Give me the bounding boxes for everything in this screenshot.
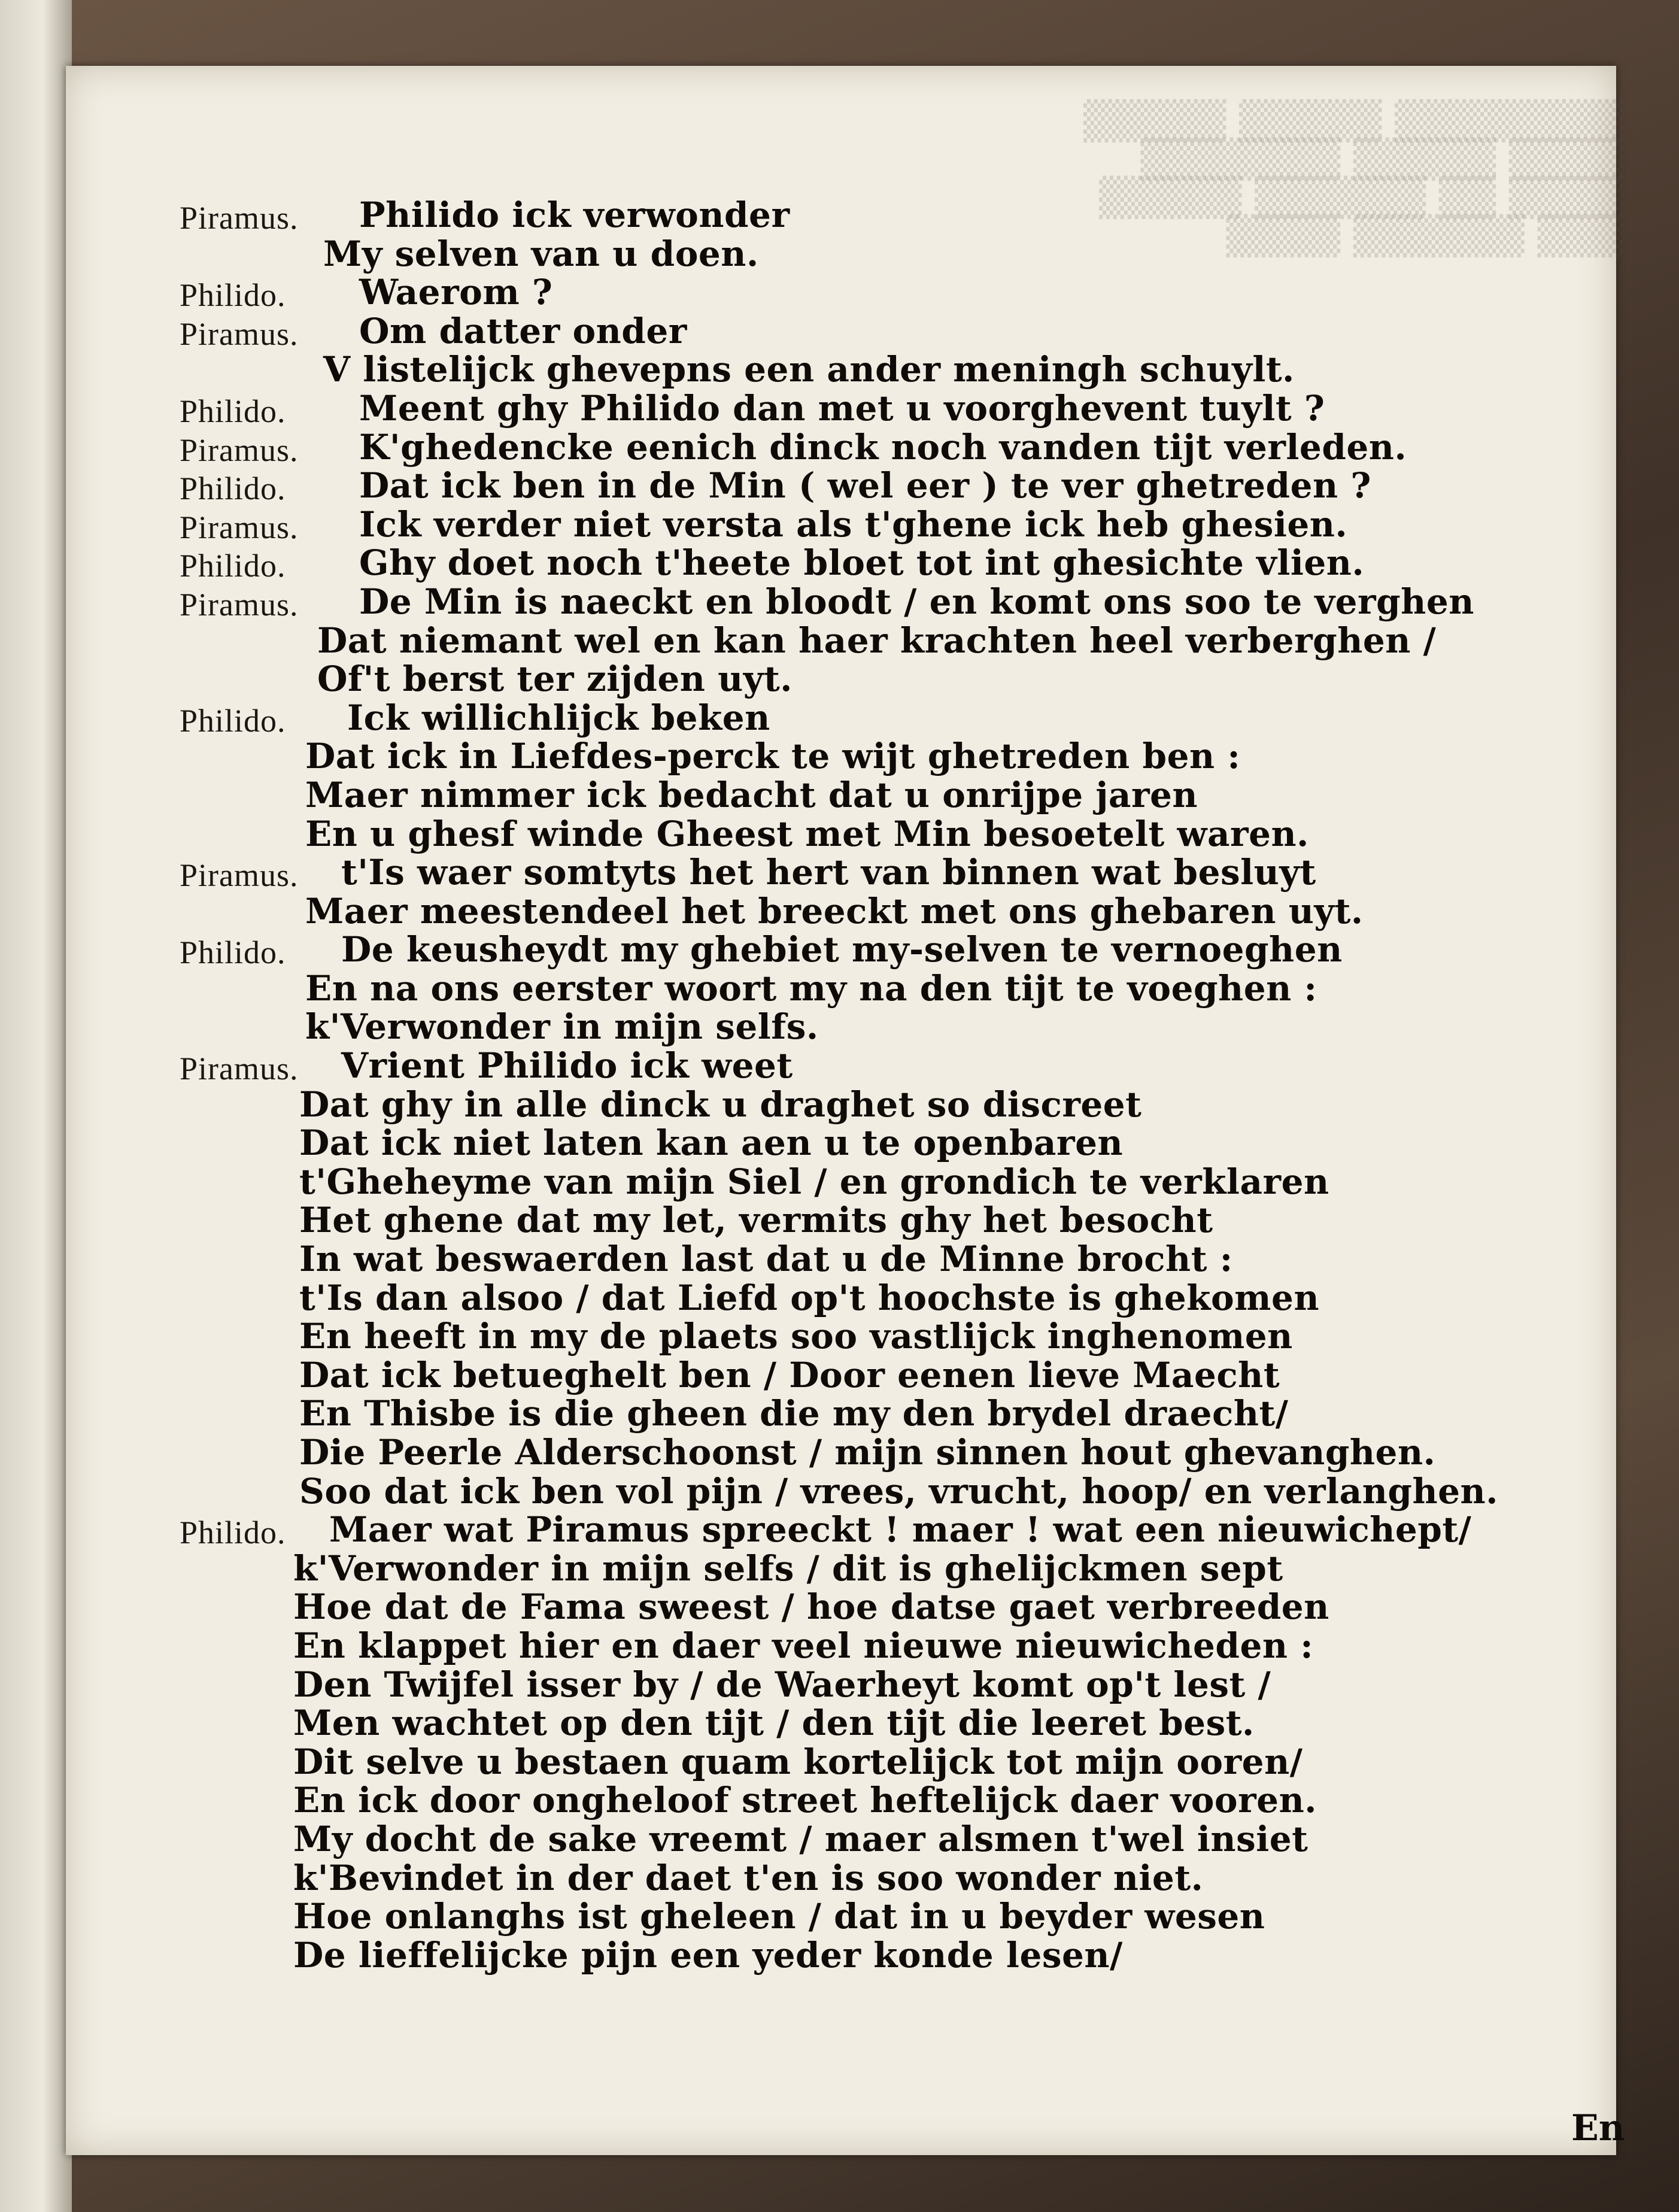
verse-line [180, 1935, 1616, 1974]
verse-text: Dat ghy in alle dinck u draghet so discreet [299, 1084, 1142, 1125]
verse-line [180, 581, 1616, 623]
verse-text: En klappet hier en daer veel nieuwe nieuwicheden : [293, 1625, 1314, 1666]
verse-text: Philido ick verwonder [359, 195, 790, 235]
verse-line [180, 1819, 1616, 1858]
verse-text: V listelijck ghevepns een ander meningh schuylt. [323, 349, 1295, 390]
verse-line [180, 775, 1616, 814]
verse-text: k'Bevindet in der daet t'en is soo wonder niet. [293, 1857, 1204, 1898]
speaker-name: Philido. [180, 1515, 286, 1551]
verse-line [180, 1780, 1616, 1819]
verse-line [180, 1161, 1616, 1200]
verse-line [180, 1045, 1616, 1087]
verse-line [180, 1586, 1616, 1628]
verse-text: De Min is naeckt en bloodt / en komt ons soo te verghen [359, 581, 1474, 622]
verse-line [180, 814, 1616, 852]
verse-line [180, 1355, 1616, 1394]
verse-line [180, 852, 1616, 894]
verse-text: Soo dat ick ben vol pijn / vrees, vrucht, hoop/ en verlanghen. [299, 1470, 1498, 1512]
speaker-name: Piramus. [180, 200, 299, 236]
verse-text: t'Is dan alsoo / dat Liefd op't hoochste is ghekomen [299, 1277, 1320, 1318]
verse-text: De keusheydt my ghebiet my-selven te vernoeghen [341, 929, 1343, 970]
verse-line [180, 1548, 1616, 1587]
verse-text: t'Is waer somtyts het hert van binnen wat besluyt [341, 852, 1316, 893]
verse-text: Vrient Philido ick weet [341, 1045, 793, 1087]
catchword: En [1571, 2107, 1625, 2149]
speaker-name: Philido. [180, 471, 286, 507]
verse-text: Hoe dat de Fama sweest / hoe datse gaet verbreeden [293, 1586, 1329, 1628]
speaker-name: Piramus. [180, 509, 299, 545]
bleed-through-text: ▒▒▒▒▒▒▒▒ ▒▒▒▒▒ ▒▒▒▒▒ ▒▒▒▒ ▒▒▒▒▒ ▒▒▒▒▒▒▒ ▒▒▒▒ ▒▒ ▒▒▒▒▒▒ ▒▒▒▒▒ ▒▒▒ ▒▒▒▒▒▒ ▒▒▒▒ [1083, 99, 1623, 257]
verse-line [180, 1858, 1616, 1897]
verse-text: Die Peerle Alderschoonst / mijn sinnen hout ghevanghen. [299, 1432, 1436, 1473]
verse-text: Maer wat Piramus spreeckt ! maer ! wat een nieuwichept/ [329, 1509, 1472, 1550]
verse-line [180, 272, 1616, 314]
verse-text: Dat ick betueghelt ben / Door eenen lieve Maecht [299, 1354, 1280, 1395]
speaker-name: Philido. [180, 548, 286, 584]
verse-lines [180, 195, 1616, 1976]
verse-text: Ick willichlijck beken [347, 697, 770, 738]
verse-line [180, 1471, 1616, 1510]
verse-text: Men wachtet op den tijt / den tijt die leeret best. [293, 1703, 1255, 1744]
verse-line [180, 1239, 1616, 1278]
verse-line [180, 311, 1616, 350]
verse-text: Ghy doet noch t'heete bloet tot int ghesichte vlien. [359, 542, 1365, 584]
verse-line [180, 1122, 1616, 1164]
verse-line [180, 1006, 1616, 1048]
verse-text: Ick verder niet versta als t'ghene ick heb ghesien. [359, 503, 1348, 545]
verse-line [180, 620, 1616, 659]
speaker-name: Piramus. [180, 586, 299, 623]
verse-text: Het ghene dat my let, vermits ghy het besocht [299, 1200, 1213, 1241]
verse-line [180, 388, 1616, 427]
verse-line [180, 1432, 1616, 1471]
speaker-name: Philido. [180, 277, 286, 314]
facing-page-edge [0, 0, 72, 2212]
verse-line [180, 427, 1616, 466]
verse-line [180, 504, 1616, 543]
verse-text: En na ons eerster woort my na den tijt te voeghen : [305, 967, 1317, 1009]
verse-text: In wat beswaerden last dat u de Minne brocht : [299, 1239, 1233, 1280]
verse-text: Om datter onder [359, 310, 687, 351]
verse-line [180, 968, 1616, 1007]
speaker-name: Piramus. [180, 432, 299, 468]
book-page [66, 66, 1625, 2155]
verse-line [180, 659, 1616, 700]
verse-text: Dat ick ben in de Min ( wel eer ) te ver ghetreden ? [359, 465, 1371, 506]
verse-line [180, 349, 1616, 388]
verse-text: Hoe onlanghs ist gheleen / dat in u beyder wesen [293, 1896, 1265, 1937]
verse-line [180, 542, 1616, 584]
verse-text: My docht de sake vreemt / maer alsmen t'wel insiet [293, 1818, 1308, 1859]
verse-text: Maer nimmer ick bedacht dat u onrijpe jaren [305, 774, 1198, 815]
verse-line [180, 1200, 1616, 1239]
verse-text: Waerom ? [359, 272, 553, 313]
verse-text: Den Twijfel isser by / de Waerheyt komt op't lest / [293, 1664, 1271, 1705]
speaker-name: Piramus. [180, 315, 299, 352]
speaker-name: Piramus. [180, 1051, 299, 1087]
verse-line [180, 1741, 1616, 1780]
verse-text: K'ghedencke eenich dinck noch vanden tijt verleden. [359, 426, 1407, 468]
verse-text: En heeft in my de plaets soo vastlijck inghenomen [299, 1316, 1293, 1357]
verse-line [180, 1509, 1616, 1551]
verse-line [180, 697, 1616, 739]
verse-line [180, 1896, 1616, 1935]
speaker-name: Philido. [180, 934, 286, 971]
verse-line [180, 465, 1616, 507]
verse-text: Dat ick niet laten kan aen u te openbaren [299, 1122, 1124, 1164]
verse-text: k'Verwonder in mijn selfs / dit is ghelijckmen sept [293, 1548, 1283, 1589]
verse-line [180, 1084, 1616, 1123]
verse-line [180, 1625, 1616, 1664]
verse-line [180, 891, 1616, 930]
verse-line [180, 1393, 1616, 1432]
verse-text: En ick door ongheloof street heftelijck daer vooren. [293, 1780, 1317, 1821]
speaker-name: Piramus. [180, 857, 299, 894]
verse-line [180, 233, 1616, 272]
verse-line [180, 929, 1616, 971]
verse-text: De lieffelijcke pijn een yeder konde lesen/ [293, 1934, 1123, 1976]
verse-text: En u ghesf winde Gheest met Min besoetelt waren. [305, 813, 1309, 854]
verse-text: My selven van u doen. [323, 233, 759, 274]
verse-line [180, 195, 1616, 236]
verse-text: Meent ghy Philido dan met u voorghevent tuylt ? [359, 387, 1325, 429]
verse-line [180, 1703, 1616, 1744]
verse-text: Dat niemant wel en kan haer krachten heel verberghen / [317, 620, 1437, 661]
verse-text: k'Verwonder in mijn selfs. [305, 1006, 819, 1048]
verse-text: Dit selve u bestaen quam kortelijck tot mijn ooren/ [293, 1741, 1303, 1782]
verse-line [180, 1664, 1616, 1703]
verse-text: En Thisbe is die gheen die my den brydel draecht/ [299, 1393, 1289, 1434]
verse-text: t'Gheheyme van mijn Siel / en grondich te verklaren [299, 1161, 1329, 1202]
speaker-name: Philido. [180, 702, 286, 739]
verse-text: Maer meestendeel het breeckt met ons ghebaren uyt. [305, 890, 1364, 931]
speaker-name: Philido. [180, 393, 286, 429]
verse-line [180, 1316, 1616, 1355]
verse-text: Of't berst ter zijden uyt. [317, 659, 793, 700]
verse-text: Dat ick in Liefdes-perck te wijt ghetreden ben : [305, 736, 1241, 777]
verse-line [180, 1278, 1616, 1316]
verse-line [180, 736, 1616, 775]
